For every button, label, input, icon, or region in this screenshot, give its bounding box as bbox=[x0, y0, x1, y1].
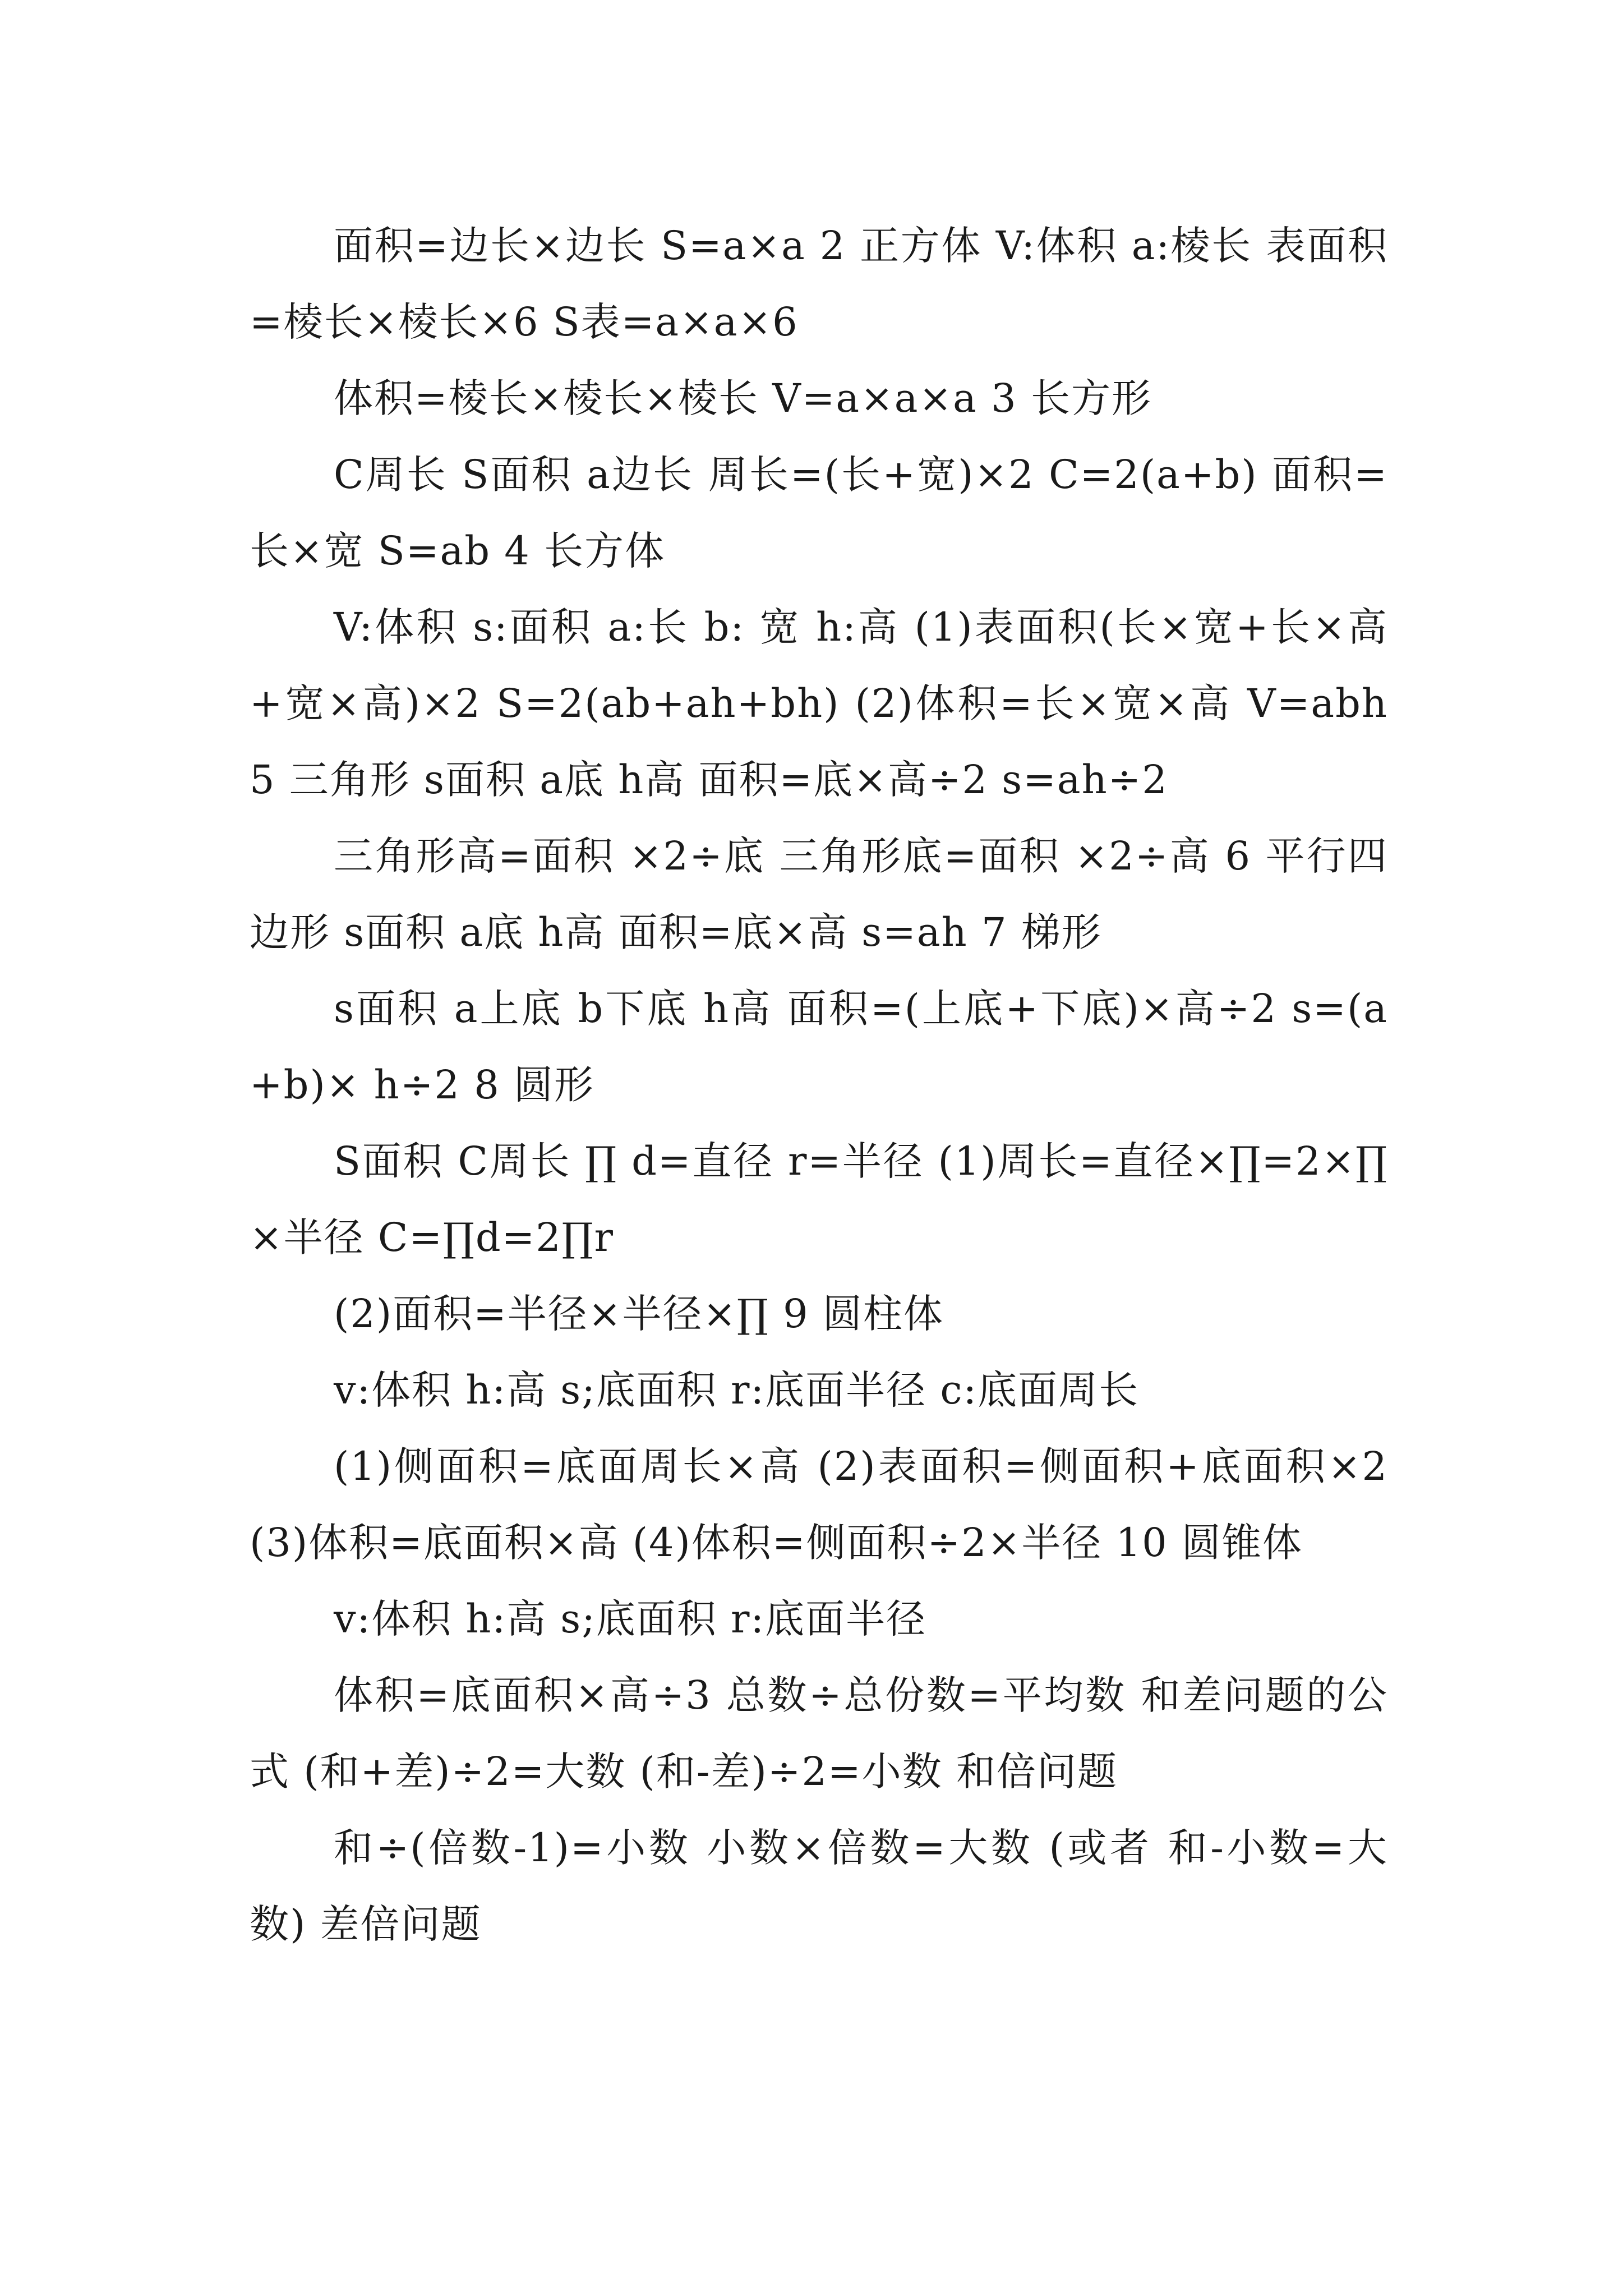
paragraph-trapezoid: s面积 a上底 b下底 h高 面积=(上底+下底)×高÷2 s=(a+b)× h÷2 8 圆形 bbox=[250, 986, 1388, 1108]
paragraph-triangle: 三角形高=面积 ×2÷底 三角形底=面积 ×2÷高 6 平行四边形 s面积 a底 h高 面积=底×高 s=ah 7 梯形 bbox=[250, 833, 1388, 955]
paragraph-cylinder-formulas: (1)侧面积=底面周长×高 (2)表面积=侧面积+底面积×2 (3)体积=底面积×高 (4)体积=侧面积÷2×半径 10 圆锥体 bbox=[250, 1443, 1388, 1566]
paragraph-square-area: 面积=边长×边长 S=a×a 2 正方体 V:体积 a:棱长 表面积=棱长×棱长×6 S表=a×a×6 bbox=[250, 223, 1388, 345]
paragraph-cone-volume: 体积=底面积×高÷3 总数÷总份数=平均数 和差问题的公式 (和+差)÷2=大数 (和-差)÷2=小数 和倍问题 bbox=[250, 1672, 1388, 1795]
paragraph-cube-volume: 体积=棱长×棱长×棱长 V=a×a×a 3 长方形 bbox=[334, 375, 1152, 421]
paragraph-circle-perimeter: S面积 C周长 ∏ d=直径 r=半径 (1)周长=直径×∏=2×∏×半径 C=∏d=2∏r bbox=[250, 1138, 1388, 1260]
paragraph-cylinder-vars: v:体积 h:高 s;底面积 r:底面半径 c:底面周长 bbox=[334, 1367, 1140, 1413]
paragraph-rectangle: C周长 S面积 a边长 周长=(长+宽)×2 C=2(a+b) 面积=长×宽 S=ab 4 长方体 bbox=[250, 452, 1388, 574]
paragraph-circle-area: (2)面积=半径×半径×∏ 9 圆柱体 bbox=[334, 1291, 944, 1337]
document-body bbox=[250, 208, 1388, 1962]
paragraph-cuboid: V:体积 s:面积 a:长 b: 宽 h:高 (1)表面积(长×宽+长×高+宽×高)×2 S=2(ab+ah+bh) (2)体积=长×宽×高 V=abh 5 三角形 s面积 a底 h高 面积=底×高÷2 s=ah÷2 bbox=[250, 604, 1388, 803]
paragraph-sum-multiple: 和÷(倍数-1)=小数 小数×倍数=大数 (或者 和-小数=大数) 差倍问题 bbox=[250, 1825, 1388, 1947]
paragraph-cone-vars: v:体积 h:高 s;底面积 r:底面半径 bbox=[334, 1596, 927, 1642]
